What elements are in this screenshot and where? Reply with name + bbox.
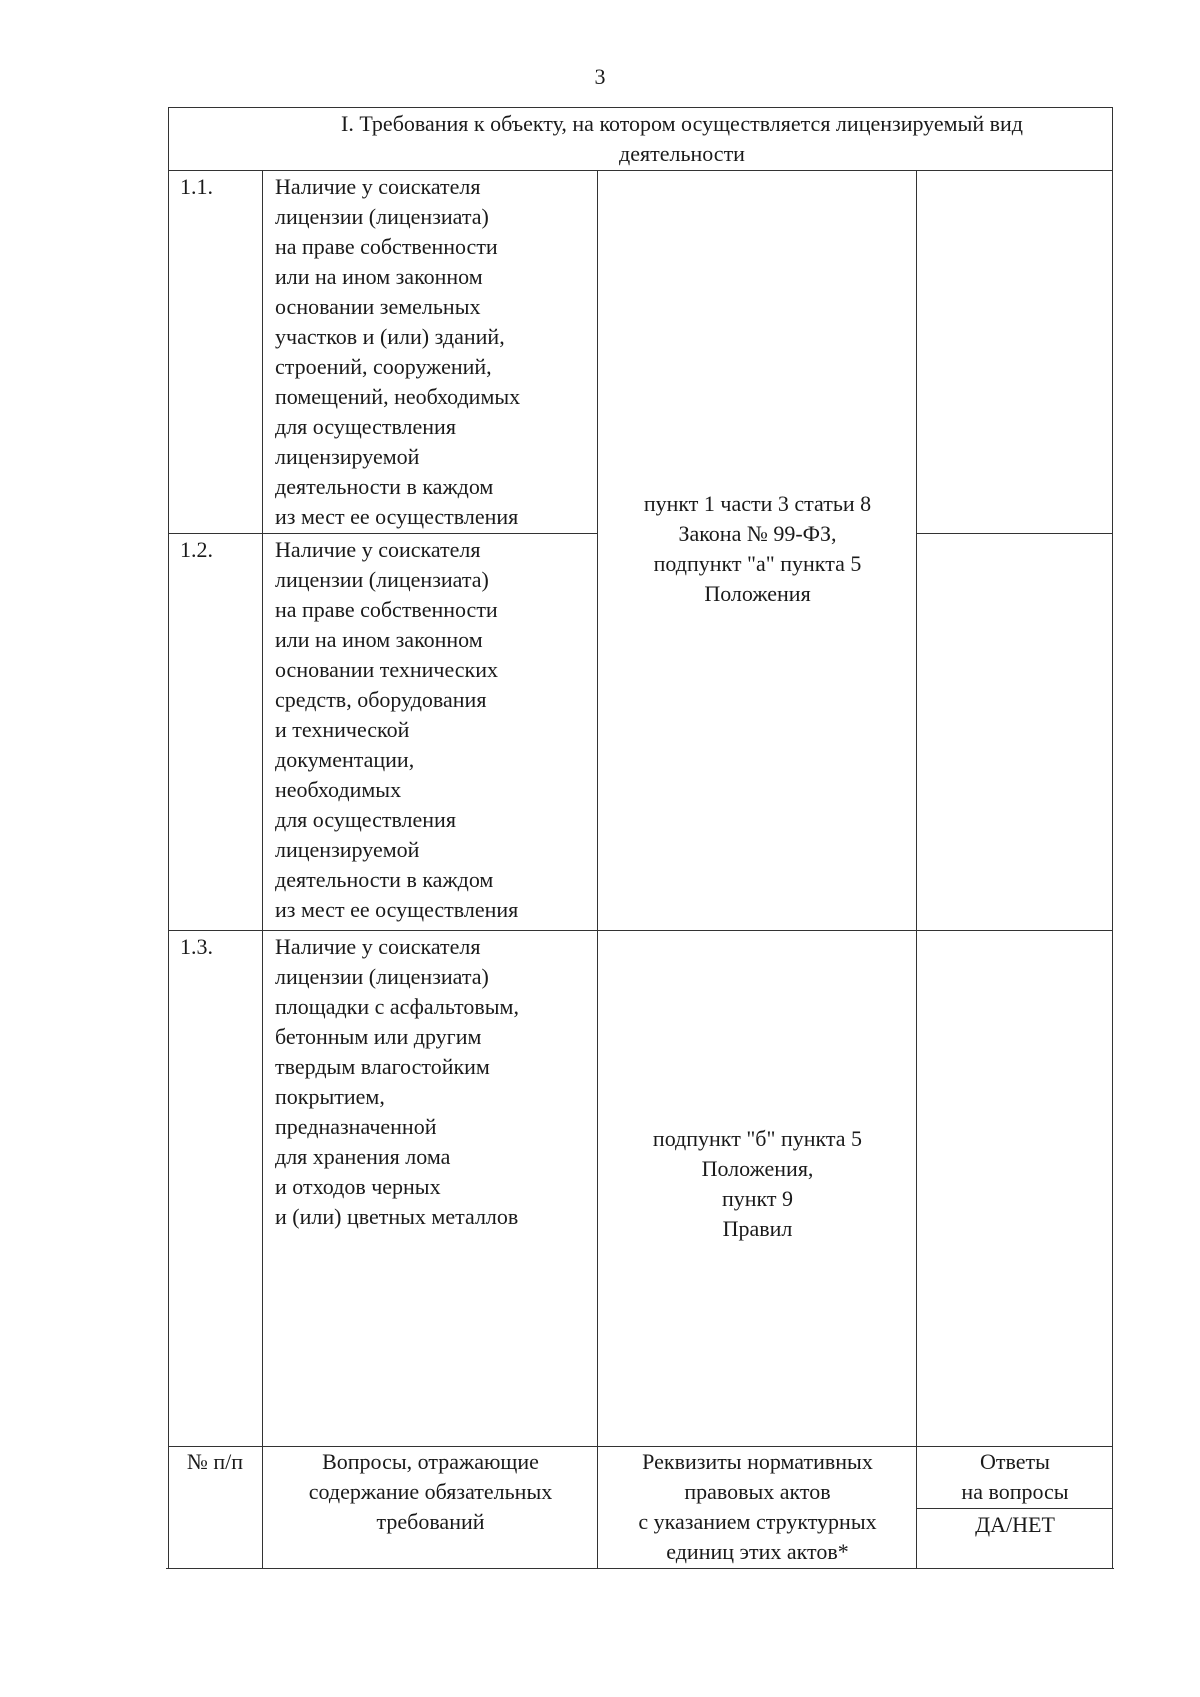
- question-line: твердым влагостойким: [275, 1054, 490, 1079]
- question-line: на праве собственности: [275, 597, 498, 622]
- header-line: требований: [376, 1509, 485, 1534]
- section-header-bottom-border: [168, 170, 1112, 171]
- question-line: строений, сооружений,: [275, 354, 492, 379]
- column-divider-3: [916, 170, 917, 1568]
- question-text: [275, 535, 518, 925]
- table-top-border: [168, 107, 1112, 108]
- reference-line: пункт 9: [721, 1186, 794, 1211]
- question-line: основании земельных: [275, 294, 481, 319]
- column-divider-1: [262, 170, 263, 1568]
- question-line: для осуществления: [275, 414, 456, 439]
- question-line: помещений, необходимых: [275, 384, 521, 409]
- page-number: 3: [594, 64, 606, 89]
- reference-line: Положения: [704, 581, 811, 606]
- reference-line: пункт 1 части 3 статьи 8: [643, 491, 872, 516]
- question-line: для хранения лома: [275, 1144, 451, 1169]
- question-line: Наличие у соискателя: [275, 934, 481, 959]
- question-line: деятельности в каждом: [275, 867, 494, 892]
- header-line: Вопросы, отражающие: [322, 1449, 539, 1474]
- reference-line: подпункт "а" пункта 5: [653, 551, 862, 576]
- header-line: Ответы: [980, 1449, 1050, 1474]
- reference-line: Правил: [722, 1216, 793, 1241]
- column-header-answers-yes-no: ДА/НЕТ: [975, 1512, 1055, 1537]
- question-line: предназначенной: [275, 1114, 437, 1139]
- question-line: покрытием,: [275, 1084, 385, 1109]
- header-line: единиц этих актов*: [666, 1539, 849, 1564]
- table-right-border: [1112, 107, 1113, 1569]
- table-left-border: [168, 107, 169, 1569]
- legal-reference: [599, 1124, 916, 1244]
- legal-reference: [599, 489, 916, 609]
- column-header-references: [599, 1447, 916, 1567]
- reference-line: Положения,: [701, 1156, 814, 1181]
- question-line: Наличие у соискателя: [275, 174, 481, 199]
- answers-subheader-divider: [916, 1508, 1112, 1509]
- question-text: [275, 172, 520, 532]
- row-divider-2: [168, 930, 1112, 931]
- row-number: 1.2.: [180, 537, 213, 562]
- row-number: 1.1.: [180, 174, 213, 199]
- section-title-line-1: I. Требования к объекту, на котором осуществляется лицензируемый вид: [341, 111, 1023, 136]
- question-line: на праве собственности: [275, 234, 498, 259]
- question-line: лицензии (лицензиата): [275, 204, 489, 229]
- question-line: площадки с асфальтовым,: [275, 994, 519, 1019]
- question-line: или на ином законном: [275, 627, 483, 652]
- question-line: основании технических: [275, 657, 499, 682]
- question-line: и технической: [275, 717, 410, 742]
- question-line: лицензии (лицензиата): [275, 567, 489, 592]
- column-header-questions: [264, 1447, 597, 1537]
- table-bottom-border: [166, 1568, 1114, 1569]
- column-header-number: № п/п: [186, 1449, 244, 1474]
- question-line: средств, оборудования: [275, 687, 487, 712]
- section-title-line-2: деятельности: [619, 141, 745, 166]
- question-line: или на ином законном: [275, 264, 483, 289]
- header-line: с указанием структурных: [638, 1509, 877, 1534]
- reference-line: подпункт "б" пункта 5: [652, 1126, 863, 1151]
- question-line: деятельности в каждом: [275, 474, 494, 499]
- question-line: участков и (или) зданий,: [275, 324, 505, 349]
- row-number: 1.3.: [180, 934, 213, 959]
- question-line: необходимых: [275, 777, 402, 802]
- header-line: содержание обязательных: [308, 1479, 553, 1504]
- reference-line: Закона № 99-ФЗ,: [678, 521, 837, 546]
- question-line: лицензируемой: [275, 444, 420, 469]
- row-divider-1: [168, 533, 597, 534]
- question-line: документации,: [275, 747, 415, 772]
- section-title: [252, 109, 1112, 169]
- question-line: из мест ее осуществления: [275, 504, 519, 529]
- question-text: [275, 932, 519, 1232]
- header-line: на вопросы: [961, 1479, 1069, 1504]
- question-line: лицензии (лицензиата): [275, 964, 489, 989]
- question-line: лицензируемой: [275, 837, 420, 862]
- row-divider-1-answers: [916, 533, 1112, 534]
- question-line: бетонным или другим: [275, 1024, 482, 1049]
- header-line: правовых актов: [684, 1479, 831, 1504]
- question-line: Наличие у соискателя: [275, 537, 481, 562]
- question-line: и отходов черных: [275, 1174, 441, 1199]
- question-line: для осуществления: [275, 807, 456, 832]
- question-line: и (или) цветных металлов: [275, 1204, 519, 1229]
- question-line: из мест ее осуществления: [275, 897, 519, 922]
- header-line: Реквизиты нормативных: [642, 1449, 873, 1474]
- column-divider-2: [597, 170, 598, 1568]
- column-header-answers: [918, 1447, 1112, 1507]
